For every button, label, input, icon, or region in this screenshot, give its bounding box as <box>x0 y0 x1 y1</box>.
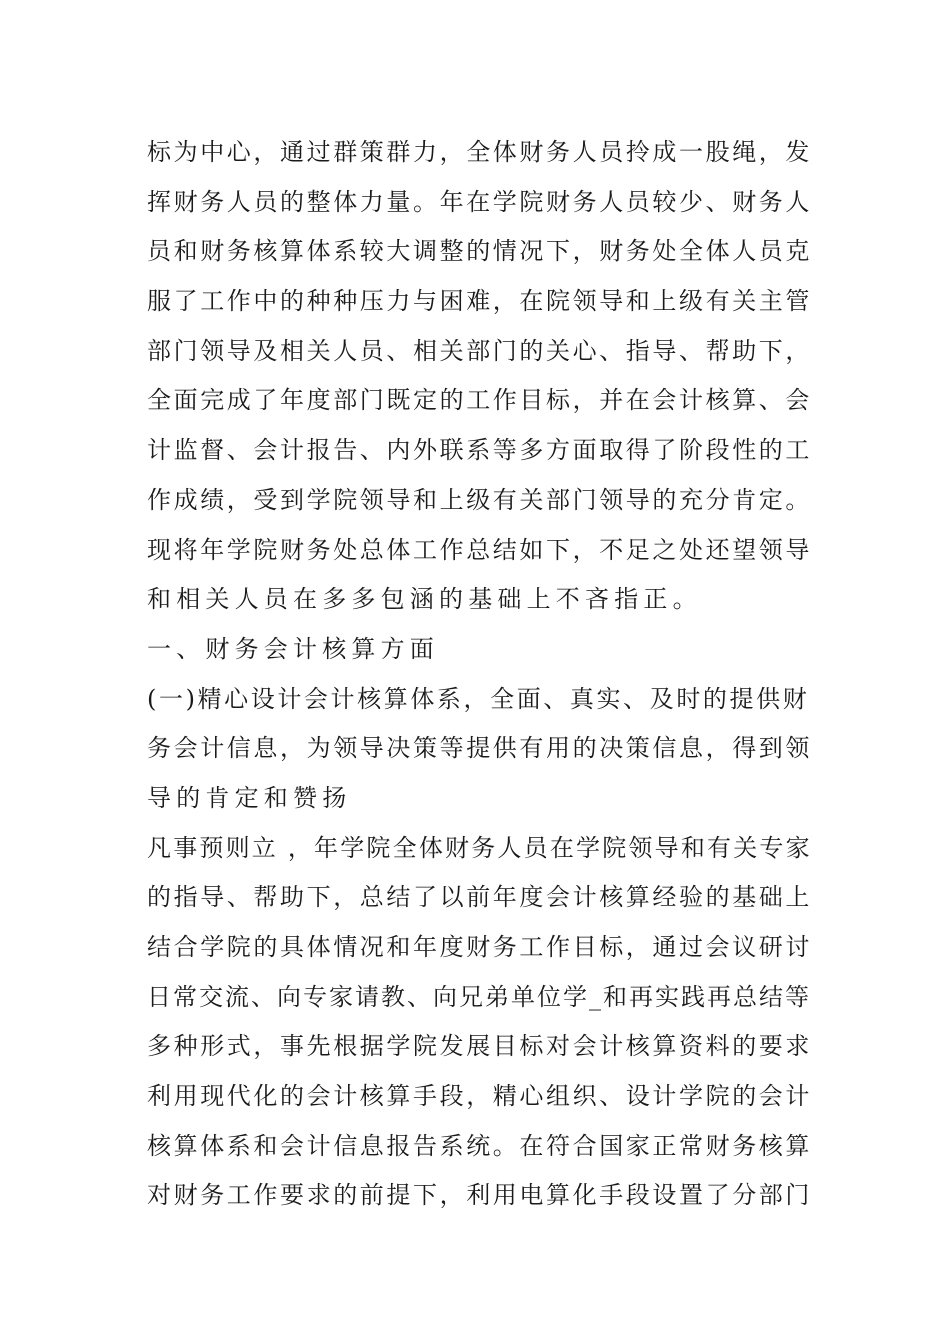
section-heading: 一、财务会计核算方面 <box>147 634 439 663</box>
text-line: 多种形式，事先根据学院发展目标对会计核算资料的要求 <box>147 1032 812 1061</box>
text-line: 的指导、帮助下，总结了以前年度会计核算经验的基础上 <box>147 883 812 912</box>
text-line: 和相关人员在多多包涵的基础上不吝指正。 <box>147 585 702 614</box>
text-line: 标为中心，通过群策群力，全体财务人员拎成一股绳，发 <box>147 138 812 166</box>
text-line: 计监督、会计报告、内外联系等多方面取得了阶段性的工 <box>147 436 812 465</box>
text-line: 结合学院的具体情况和年度财务工作目标，通过会议研讨 <box>147 933 812 961</box>
body-text <box>147 128 812 1221</box>
text-line: 对财务工作要求的前提下，利用电算化手段设置了分部门 <box>147 1181 812 1210</box>
text-line: 全面完成了年度部门既定的工作目标，并在会计核算、会 <box>147 386 812 415</box>
text-line: 现将年学院财务处总体工作总结如下，不足之处还望领导 <box>147 535 812 564</box>
subsection-heading-cont: 务会计信息，为领导决策等提供有用的决策信息，得到领 <box>147 734 812 763</box>
text-line: 日常交流、向专家请教、向兄弟单位学_和再实践再总结等 <box>147 982 811 1011</box>
text-line: 部门领导及相关人员、相关部门的关心、指导、帮助下， <box>147 336 812 365</box>
text-line: 员和财务核算体系较大调整的情况下，财务处全体人员克 <box>147 237 812 266</box>
text-line: 服了工作中的种种压力与困难，在院领导和上级有关主管 <box>147 287 812 316</box>
text-line: 作成绩，受到学院领导和上级有关部门领导的充分肯定。 <box>147 485 812 514</box>
text-line: 利用现代化的会计核算手段，精心组织、设计学院的会计 <box>147 1082 812 1111</box>
subsection-heading: (一)精心设计会计核算体系，全面、真实、及时的提供财 <box>147 684 810 713</box>
subsection-heading-cont: 导的肯定和赞扬 <box>147 783 352 812</box>
text-line: 凡事预则立 ，年学院全体财务人员在学院领导和有关专家 <box>147 833 812 862</box>
text-line: 核算体系和会计信息报告系统。在符合国家正常财务核算 <box>147 1131 812 1160</box>
text-line: 挥财务人员的整体力量。年在学院财务人员较少、财务人 <box>147 187 812 216</box>
